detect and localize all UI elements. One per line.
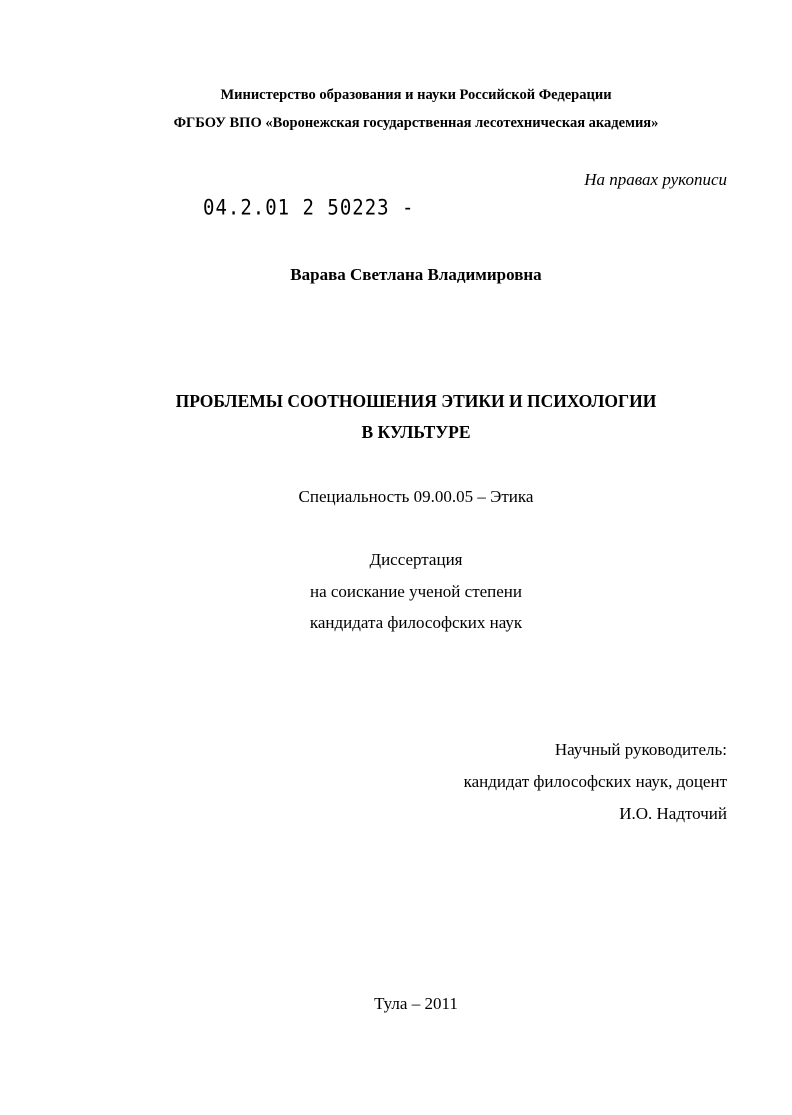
degree-name: кандидата философских наук	[309, 613, 523, 632]
dissertation-type: Диссертация	[369, 550, 463, 569]
author-name: Варава Светлана Владимировна	[290, 265, 542, 284]
supervisor-label: Научный руководитель:	[554, 740, 727, 759]
supervisor-name: И.О. Надточий	[619, 804, 727, 823]
supervisor-degree: кандидат философских наук, доцент	[463, 772, 727, 791]
ministry-heading: Министерство образования и науки Российской Федерации	[220, 87, 612, 103]
specialty-line: Специальность 09.00.05 – Этика	[298, 487, 534, 506]
manuscript-rights-note: На правах рукописи	[584, 170, 727, 189]
institution-heading: ФГБОУ ВПО «Воронежская государственная лесотехническая академия»	[173, 115, 659, 131]
registration-code: 04.2.01 2 50223 -	[203, 195, 415, 220]
degree-purpose: на соискание ученой степени	[309, 582, 523, 601]
dissertation-title-line-1: ПРОБЛЕМЫ СООТНОШЕНИЯ ЭТИКИ И ПСИХОЛОГИИ	[175, 391, 657, 411]
dissertation-title-line-2: В КУЛЬТУРЕ	[361, 422, 471, 442]
place-and-year: Тула – 2011	[374, 994, 458, 1013]
